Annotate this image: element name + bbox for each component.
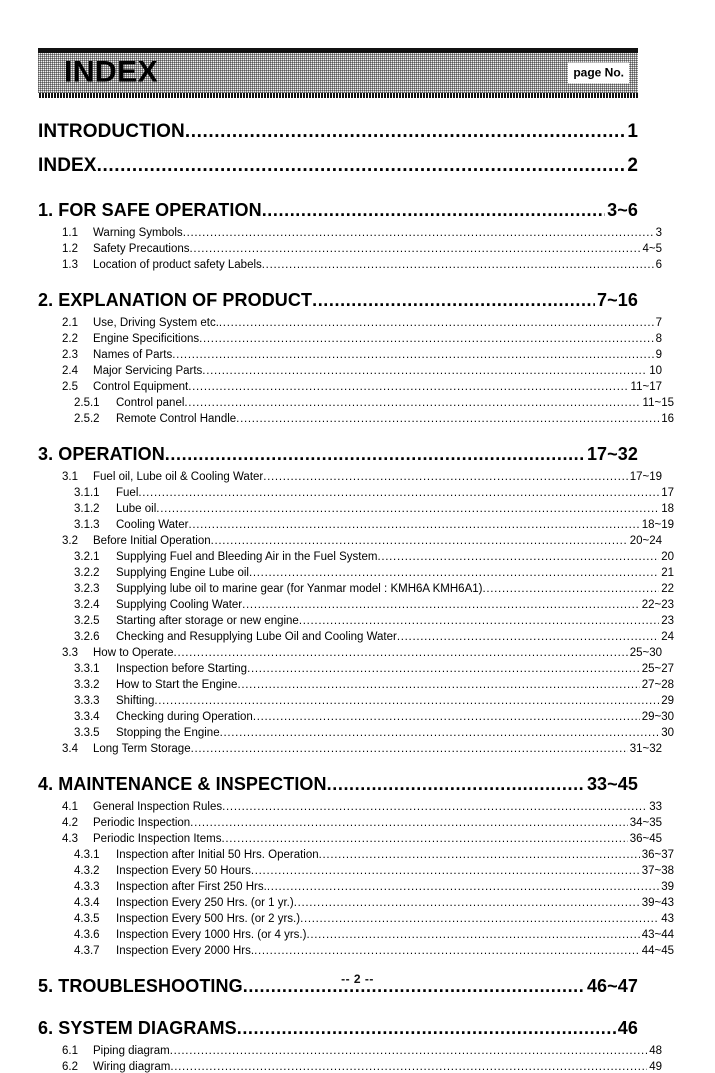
toc-entry-level-3[interactable] <box>38 691 674 707</box>
toc-entry-title: Supplying Engine Lube oil <box>116 567 249 579</box>
banner-bottom-rule <box>38 93 638 98</box>
toc-entry-title: Warning Symbols <box>93 227 183 239</box>
toc-entry-level-2[interactable] <box>38 377 662 393</box>
toc-entry-page-number: 9 <box>655 349 662 361</box>
toc-entry-title: Supplying lube oil to marine gear (for Yanmar model : KMH6A KMH6A1) <box>116 583 483 595</box>
toc-entry-title: Checking during Operation <box>116 711 253 723</box>
toc-entry-title: Cooling Water <box>116 519 189 531</box>
toc-entry-title: Safety Precautions <box>93 243 190 255</box>
toc-entry-title: INTRODUCTION <box>38 121 185 142</box>
toc-entry-level-3[interactable] <box>38 409 674 425</box>
toc-entry-page-number: 22 <box>661 583 674 595</box>
toc-entry-number: 2.5.1 <box>74 397 100 409</box>
page-title: INDEX <box>64 55 159 89</box>
toc-entry-page-number: 3~6 <box>607 200 638 220</box>
toc-entry-number: 3.4 <box>62 743 78 755</box>
toc-leader-dots <box>263 470 627 483</box>
toc-entry-page-number: 17 <box>661 487 674 499</box>
toc-entry-title: OPERATION <box>58 444 165 464</box>
toc-entry-page-number: 2 <box>627 155 638 176</box>
toc-chapter-gap <box>38 755 638 761</box>
toc-entry-title: Inspection Every 1000 Hrs. (or 4 yrs.) <box>116 929 307 941</box>
toc-entry-page-number: 7 <box>655 317 662 329</box>
toc-leader-dots <box>174 646 628 659</box>
toc-entry-title: Location of product safety Labels <box>93 259 262 271</box>
toc-entry-level-3[interactable] <box>38 861 674 877</box>
toc-entry-number: 3.1 <box>62 471 78 483</box>
toc-entry-page-number: 16 <box>661 413 674 425</box>
toc-entry-number: 4.3.2 <box>74 865 100 877</box>
toc-entry-level-3[interactable] <box>38 707 674 723</box>
toc-entry-level-3[interactable] <box>38 877 674 893</box>
toc-entry-title: TROUBLESHOOTING <box>58 976 243 996</box>
toc-entry-level-0[interactable] <box>38 147 638 177</box>
toc-entry-title: SYSTEM DIAGRAMS <box>58 1018 237 1038</box>
toc-entry-number: 4.2 <box>62 817 78 829</box>
toc-leader-dots <box>165 446 585 465</box>
toc-leader-dots <box>138 486 659 499</box>
toc-leader-dots <box>247 662 640 675</box>
toc-entry-page-number: 36~45 <box>629 833 662 845</box>
toc-entry-page-number: 27~28 <box>641 679 674 691</box>
toc-entry-title: Lube oil <box>116 503 157 515</box>
toc-entry-page-number: 4~5 <box>642 243 662 255</box>
toc-entry-title: MAINTENANCE & INSPECTION <box>58 774 327 794</box>
toc-entry-title: Before Initial Operation <box>93 535 211 547</box>
toc-entry-number: 3.2.6 <box>74 631 100 643</box>
toc-leader-dots <box>202 364 647 377</box>
toc-entry-title: Starting after storage or new engine <box>116 615 299 627</box>
toc-entry-number: 4.3.6 <box>74 929 100 941</box>
toc-entry-level-3[interactable] <box>38 393 674 409</box>
toc-entry-page-number: 46 <box>617 1018 638 1038</box>
toc-entry-title: Fuel oil, Lube oil & Cooling Water <box>93 471 264 483</box>
toc-entry-page-number: 6 <box>655 259 662 271</box>
toc-entry-level-1[interactable] <box>38 437 638 465</box>
toc-leader-dots <box>172 348 653 361</box>
toc-entry-level-2[interactable] <box>38 255 662 271</box>
toc-entry-page-number: 29 <box>661 695 674 707</box>
toc-entry-title: Inspection after First 250 Hrs. <box>116 881 267 893</box>
toc-entry-level-3[interactable] <box>38 659 674 675</box>
toc-entry-number: 1. <box>38 200 54 220</box>
toc-entry-title: EXPLANATION OF PRODUCT <box>58 290 313 310</box>
toc-entry-title: Engine Specificitions <box>93 333 200 345</box>
toc-leader-dots <box>221 832 627 845</box>
toc-leader-dots <box>188 380 628 393</box>
toc-entry-number: 2.4 <box>62 365 78 377</box>
toc-entry-title: Checking and Resupplying Lube Oil and Cooling Water <box>116 631 397 643</box>
banner-halftone-field <box>38 53 638 93</box>
toc-entry-level-2[interactable] <box>38 643 662 659</box>
toc-entry-number: 3.2.4 <box>74 599 100 611</box>
toc-entry-page-number: 48 <box>649 1045 662 1057</box>
toc-leader-dots <box>397 630 659 643</box>
toc-entry-page-number: 21 <box>661 567 674 579</box>
toc-entry-number: 4.3.5 <box>74 913 100 925</box>
toc-entry-number: 6.1 <box>62 1045 78 1057</box>
toc-leader-dots <box>253 710 640 723</box>
toc-entry-page-number: 17~19 <box>629 471 662 483</box>
toc-entry-level-3[interactable] <box>38 893 674 909</box>
toc-leader-dots <box>190 242 641 255</box>
toc-entry-page-number: 25~30 <box>629 647 662 659</box>
toc-entry-page-number: 24 <box>661 631 674 643</box>
toc-entry-page-number: 36~37 <box>641 849 674 861</box>
toc-entry-page-number: 10 <box>649 365 662 377</box>
toc-leader-dots <box>249 566 659 579</box>
toc-entry-level-3[interactable] <box>38 925 674 941</box>
toc-leader-dots <box>190 816 628 829</box>
toc-leader-dots <box>97 157 626 177</box>
toc-entry-number: 3.1.2 <box>74 503 100 515</box>
toc-entry-page-number: 11~15 <box>642 397 674 409</box>
toc-entry-title: Long Term Storage <box>93 743 191 755</box>
toc-entry-level-2[interactable] <box>38 361 662 377</box>
toc-entry-page-number: 17~32 <box>586 444 638 464</box>
toc-entry-title: Inspection Every 2000 Hrs. <box>116 945 255 957</box>
toc-entry-level-2[interactable] <box>38 813 662 829</box>
toc-entry-title: Supplying Cooling Water <box>116 599 243 611</box>
toc-entry-page-number: 44~45 <box>641 945 674 957</box>
toc-leader-dots <box>299 614 659 627</box>
toc-entry-number: 4.3.1 <box>74 849 100 861</box>
toc-entry-number: 3.3.2 <box>74 679 100 691</box>
toc-entry-level-1[interactable] <box>38 767 638 795</box>
toc-entry-level-3[interactable] <box>38 579 674 595</box>
toc-entry-number: 6.2 <box>62 1061 78 1073</box>
toc-leader-dots <box>300 912 659 925</box>
toc-entry-page-number: 46~47 <box>586 976 638 996</box>
toc-entry-number: 3.3.1 <box>74 663 100 675</box>
toc-entry-page-number: 34~35 <box>629 817 662 829</box>
toc-entry-page-number: 33~45 <box>586 774 638 794</box>
toc-entry-level-2[interactable] <box>38 313 662 329</box>
toc-leader-dots <box>267 880 659 893</box>
toc-entry-title: Remote Control Handle <box>116 413 237 425</box>
toc-entry-number: 1.2 <box>62 243 78 255</box>
toc-entry-number: 3.3.4 <box>74 711 100 723</box>
toc-entry-number: 3.3.5 <box>74 727 100 739</box>
toc-leader-dots <box>262 258 654 271</box>
toc-entry-title: Inspection after Initial 50 Hrs. Operation <box>116 849 319 861</box>
toc-leader-dots <box>154 694 659 707</box>
toc-entry-level-3[interactable] <box>38 675 674 691</box>
toc-leader-dots <box>188 518 639 531</box>
toc-entry-level-2[interactable] <box>38 239 662 255</box>
toc-entry-title: Wiring diagram <box>93 1061 171 1073</box>
toc-entry-level-1[interactable] <box>38 283 638 311</box>
toc-entry-title: How to Operate <box>93 647 174 659</box>
toc-leader-dots <box>184 396 640 409</box>
toc-entry-title: Names of Parts <box>93 349 173 361</box>
toc-entry-level-3[interactable] <box>38 627 674 643</box>
toc-entry-number: 4.3.3 <box>74 881 100 893</box>
toc-leader-dots <box>482 582 659 595</box>
toc-entry-number: 5. <box>38 976 54 996</box>
toc-entry-page-number: 37~38 <box>641 865 674 877</box>
toc-entry-number: 4.1 <box>62 801 78 813</box>
toc-entry-level-2[interactable] <box>38 797 662 813</box>
toc-entry-number: 3.3 <box>62 647 78 659</box>
toc-entry-level-2[interactable] <box>38 829 662 845</box>
toc-entry-number: 3.1.1 <box>74 487 100 499</box>
toc-leader-dots <box>156 502 659 515</box>
toc-entry-title: FOR SAFE OPERATION <box>58 200 262 220</box>
toc-entry-number: 4. <box>38 774 54 794</box>
toc-entry-number: 3.3.3 <box>74 695 100 707</box>
toc-entry-number: 4.3 <box>62 833 78 845</box>
toc-leader-dots <box>222 800 647 813</box>
toc-entry-title: Inspection Every 250 Hrs. (or 1 yr.) <box>116 897 294 909</box>
toc-entry-page-number: 25~27 <box>641 663 674 675</box>
toc-entry-page-number: 43 <box>661 913 674 925</box>
toc-entry-level-3[interactable] <box>38 595 674 611</box>
toc-entry-number: 4.3.4 <box>74 897 100 909</box>
toc-leader-dots <box>220 726 660 739</box>
toc-entry-number: 1.3 <box>62 259 78 271</box>
toc-leader-dots <box>254 944 640 957</box>
toc-entry-title: Inspection Every 500 Hrs. (or 2 yrs.) <box>116 913 301 925</box>
toc-entry-number: 2.3 <box>62 349 78 361</box>
toc-entry-title: Major Servicing Parts <box>93 365 203 377</box>
toc-entry-level-2[interactable] <box>38 467 662 483</box>
toc-leader-dots <box>312 292 595 311</box>
toc-entry-level-1[interactable] <box>38 193 638 221</box>
toc-entry-level-3[interactable] <box>38 547 674 563</box>
toc-entry-title: Stopping the Engine <box>116 727 220 739</box>
toc-entry-level-3[interactable] <box>38 845 674 861</box>
toc-entry-number: 3.2.3 <box>74 583 100 595</box>
toc-entry-number: 2.2 <box>62 333 78 345</box>
toc-entry-level-3[interactable] <box>38 723 674 739</box>
toc-entry-title: Fuel <box>116 487 139 499</box>
toc-entry-page-number: 39 <box>661 881 674 893</box>
toc-chapter-gap <box>38 181 638 187</box>
toc-entry-level-2[interactable] <box>38 531 662 547</box>
toc-entry-title: Periodic Inspection Items <box>93 833 222 845</box>
toc-entry-page-number: 20 <box>661 551 674 563</box>
toc-entry-number: 2.5.2 <box>74 413 100 425</box>
toc-entry-title: Periodic Inspection <box>93 817 191 829</box>
toc-entry-title: Shifting <box>116 695 155 707</box>
toc-entry-page-number: 1 <box>627 121 638 142</box>
toc-entry-title: General Inspection Rules <box>93 801 223 813</box>
toc-leader-dots <box>319 848 640 861</box>
toc-entry-page-number: 33 <box>649 801 662 813</box>
toc-entry-number: 2.5 <box>62 381 78 393</box>
toc-entry-page-number: 18~19 <box>641 519 674 531</box>
toc-entry-title: Inspection Every 50 Hours <box>116 865 251 877</box>
toc-leader-dots <box>327 776 585 795</box>
table-of-contents <box>38 113 674 1073</box>
toc-leader-dots <box>170 1044 647 1057</box>
toc-leader-dots <box>211 534 628 547</box>
toc-entry-page-number: 31~32 <box>629 743 662 755</box>
toc-entry-level-2[interactable] <box>38 1041 662 1057</box>
toc-entry-title: Control Equipment <box>93 381 189 393</box>
toc-entry-number: 3.2 <box>62 535 78 547</box>
toc-entry-level-3[interactable] <box>38 563 674 579</box>
toc-entry-level-3[interactable] <box>38 515 674 531</box>
toc-leader-dots <box>170 1060 647 1073</box>
toc-entry-page-number: 3 <box>655 227 662 239</box>
toc-leader-dots <box>236 412 659 425</box>
toc-entry-title: How to Start the Engine <box>116 679 238 691</box>
toc-entry-number: 3.2.5 <box>74 615 100 627</box>
toc-leader-dots <box>183 226 654 239</box>
toc-entry-page-number: 18 <box>661 503 674 515</box>
toc-entry-level-3[interactable] <box>38 909 674 925</box>
toc-leader-dots <box>306 928 639 941</box>
page-footer: -- 2 -- <box>341 972 374 986</box>
toc-entry-level-3[interactable] <box>38 499 674 515</box>
toc-entry-page-number: 30 <box>661 727 674 739</box>
toc-leader-dots <box>237 1020 616 1039</box>
toc-entry-level-3[interactable] <box>38 611 674 627</box>
toc-entry-number: 2.1 <box>62 317 78 329</box>
toc-entry-page-number: 29~30 <box>641 711 674 723</box>
toc-entry-title: Supplying Fuel and Bleeding Air in the Fuel System <box>116 551 378 563</box>
toc-leader-dots <box>237 678 639 691</box>
toc-chapter-gap <box>38 957 638 963</box>
toc-leader-dots <box>185 123 625 143</box>
toc-leader-dots <box>199 332 653 345</box>
toc-leader-dots <box>191 742 628 755</box>
toc-entry-number: 3.1.3 <box>74 519 100 531</box>
toc-entry-page-number: 49 <box>649 1061 662 1073</box>
toc-entry-page-number: 23 <box>661 615 674 627</box>
toc-entry-page-number: 20~24 <box>629 535 662 547</box>
toc-entry-title: Control panel <box>116 397 185 409</box>
toc-leader-dots <box>377 550 659 563</box>
toc-entry-page-number: 7~16 <box>597 290 638 310</box>
toc-entry-level-0[interactable] <box>38 113 638 143</box>
toc-entry-page-number: 11~17 <box>630 381 662 393</box>
toc-entry-number: 4.3.7 <box>74 945 100 957</box>
toc-entry-level-3[interactable] <box>38 941 674 957</box>
toc-leader-dots <box>294 896 640 909</box>
toc-entry-title: Use, Driving System etc. <box>93 317 219 329</box>
toc-entry-number: 3. <box>38 444 54 464</box>
page-no-label: page No. <box>573 65 624 80</box>
toc-entry-title: Inspection before Starting <box>116 663 248 675</box>
toc-chapter-gap <box>38 271 638 277</box>
toc-chapter-gap <box>38 999 638 1005</box>
toc-leader-dots <box>219 316 654 329</box>
toc-entry-number: 3.2.2 <box>74 567 100 579</box>
toc-entry-page-number: 43~44 <box>641 929 674 941</box>
toc-entry-level-2[interactable] <box>38 1057 662 1073</box>
toc-entry-number: 1.1 <box>62 227 78 239</box>
toc-entry-page-number: 22~23 <box>641 599 674 611</box>
toc-leader-dots <box>262 202 605 221</box>
index-header-banner <box>38 48 638 98</box>
toc-entry-page-number: 39~43 <box>641 897 674 909</box>
toc-entry-level-2[interactable] <box>38 739 662 755</box>
toc-entry-level-2[interactable] <box>38 345 662 361</box>
toc-entry-number: 2. <box>38 290 54 310</box>
toc-entry-number: 6. <box>38 1018 54 1038</box>
toc-entry-page-number: 8 <box>655 333 662 345</box>
toc-entry-title: INDEX <box>38 155 97 176</box>
toc-leader-dots <box>251 864 640 877</box>
toc-leader-dots <box>242 598 640 611</box>
toc-entry-number: 3.2.1 <box>74 551 100 563</box>
page-no-label-box <box>568 63 629 84</box>
toc-entry-level-2[interactable] <box>38 329 662 345</box>
toc-entry-level-3[interactable] <box>38 483 674 499</box>
toc-entry-level-2[interactable] <box>38 223 662 239</box>
toc-entry-title: Piping diagram <box>93 1045 170 1057</box>
toc-entry-level-1[interactable] <box>38 1011 638 1039</box>
toc-chapter-gap <box>38 425 638 431</box>
